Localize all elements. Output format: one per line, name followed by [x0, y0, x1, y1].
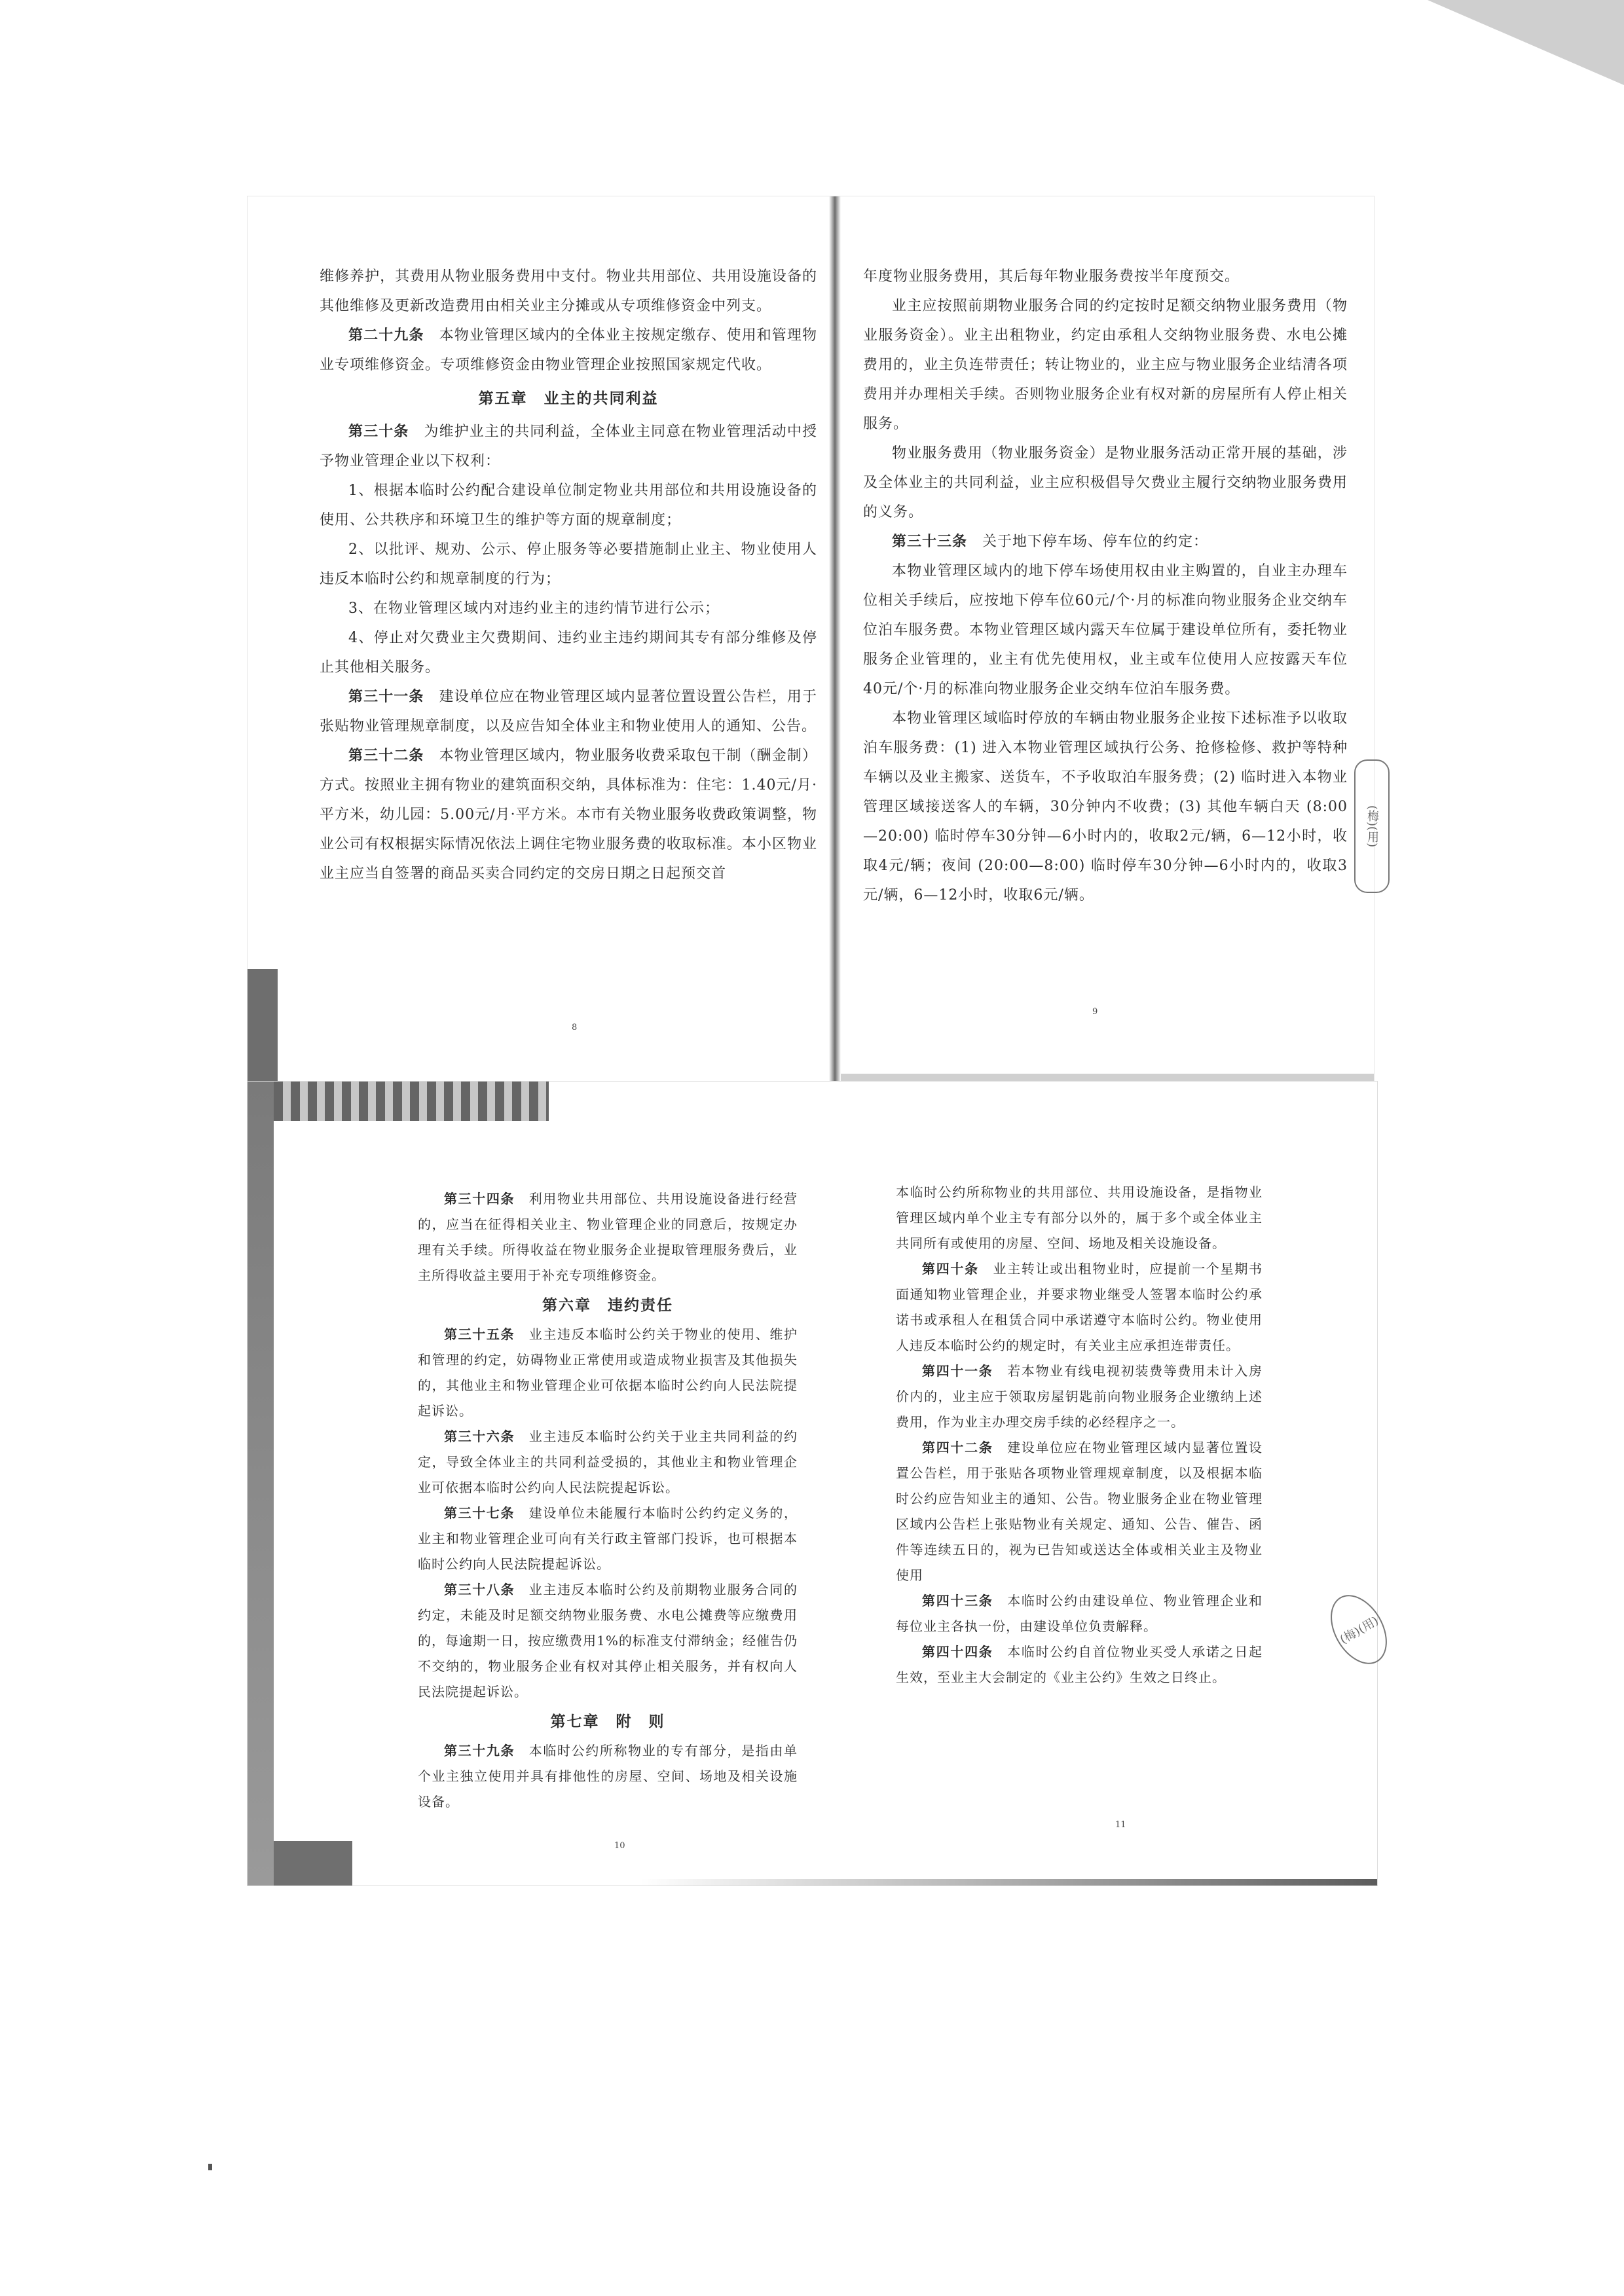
scan-shadow: [248, 969, 278, 1082]
chapter-heading: 第五章 业主的共同利益: [478, 390, 659, 407]
article-text: 物业服务费用（物业服务资金）是物业服务活动正常开展的基础，涉及全体业主的共同利益，业主应积极倡导欠费业主履行交纳物业服务费用的义务。: [863, 445, 1348, 520]
top-spread: [248, 196, 1379, 1082]
article-paragraph: [896, 1435, 1263, 1588]
article-text: 若本物业有线电视初装费等费用未计入房价内的，业主应于领取房屋钥匙前向物业服务企业缴纳上述费用，作为业主办理交房手续的必经程序之一。: [896, 1363, 1263, 1430]
article-label: 第四十条: [922, 1261, 979, 1277]
article-text: 本物业管理区域内的地下停车场使用权由业主购置的，自业主办理车位相关手续后，应按地下停车位60元/个·月的标准向物业服务企业交纳车位泊车服务费。本物业管理区域内露天车位属于建设单位所有，委托物业服务企业管理的，业主有优先使用权，业主或车位使用人应按露天车位40元/个·月的标准向物业服务企业交纳车位泊车服务费。: [863, 563, 1348, 697]
page-11: [896, 1180, 1263, 1690]
article-paragraph: [418, 1424, 798, 1501]
article-label: 第三十四条: [444, 1191, 515, 1207]
article-paragraph: [418, 1501, 798, 1577]
article-text: 维修养护，其费用从物业服务费用中支付。物业共用部位、共用设施设备的其他维修及更新改造费用由相关业主分摊或从专项维修资金中列支。: [320, 268, 817, 314]
article-label: 第三十一条: [348, 688, 424, 705]
page-fold-corner: [1428, 0, 1624, 85]
page-10: [418, 1186, 798, 1815]
article-text: 关于地下停车场、停车位的约定：: [982, 534, 1209, 550]
paragraph: [863, 439, 1348, 527]
article-paragraph: [896, 1256, 1263, 1358]
chapter-heading: 第六章 违约责任: [542, 1296, 673, 1314]
article-label: 第三十七条: [444, 1505, 515, 1521]
article-paragraph: [320, 682, 817, 741]
page-number: 9: [1092, 1007, 1098, 1017]
article-text: 4、停止对欠费业主欠费期间、违约业主违约期间其专有部分维修及停止其他相关服务。: [320, 630, 817, 676]
article-text: 建设单位未能履行本临时公约约定义务的，业主和物业管理企业可向有关行政主管部门投诉，也可根据本临时公约向人民法院提起诉讼。: [418, 1505, 798, 1572]
article-text: 本物业管理区域临时停放的车辆由物业服务企业按下述标准予以收取泊车服务费：(1) 进入本物业管理区域执行公务、抢修检修、救护等特种车辆以及业主搬家、送货车，不予收取泊车服务费；(2) 临时进入本物业管理区域接送客人的车辆，30分钟内不收费；(3) 其他车辆白天 (8:00—20:00) 临时停车30分钟—6小时内的，收取2元/辆，6—12小时，收取4元/辆；夜间 (20:00—8:00) 临时停车30分钟—6小时内的，收取3元/辆，6—12小时，收取6元/辆。: [863, 710, 1348, 903]
article-text: 建设单位应在物业管理区域内显著位置设置公告栏，用于张贴物业管理规章制度，以及应告知全体业主和物业使用人的通知、公告。: [320, 689, 817, 735]
page-8: [320, 262, 817, 888]
scan-edge: [640, 1879, 1377, 1886]
article-text: 利用物业共用部位、共用设施设备进行经营的，应当在征得相关业主、物业管理企业的同意后，按规定办理有关手续。所得收益在物业服务企业提取管理服务费后，业主所得收益主要用于补充专项维修资金。: [418, 1191, 798, 1283]
article-text: 本物业管理区域内的全体业主按规定缴存、使用和管理物业专项维修资金。专项维修资金由物业管理企业按照国家规定代收。: [320, 327, 817, 373]
scan-band: [841, 1074, 1374, 1082]
article-text: 本临时公约所称物业的专有部分，是指由单个业主独立使用并具有排他性的房屋、空间、场地及相关设施设备。: [418, 1743, 798, 1810]
scan-shadow: [248, 1082, 274, 1886]
article-label: 第四十三条: [922, 1593, 993, 1609]
side-stamp: (梅)(用): [1319, 1585, 1398, 1674]
article-text: 本临时公约由建设单位、物业管理企业和每位业主各执一份，由建设单位负责解释。: [896, 1593, 1263, 1634]
article-label: 第三十六条: [444, 1429, 515, 1444]
article-text: 年度物业服务费用，其后每年物业服务费按半年度预交。: [863, 268, 1240, 285]
article-text: 3、在物业管理区域内对违约业主的违约情节进行公示；: [348, 600, 720, 617]
scan-shadow: [274, 1841, 352, 1886]
article-text: 本临时公约自首位物业买受人承诺之日起生效，至业主大会制定的《业主公约》生效之日终止。: [896, 1644, 1263, 1685]
article-label: 第二十九条: [348, 327, 424, 344]
article-label: 第三十五条: [444, 1326, 515, 1342]
article-label: 第三十三条: [892, 533, 968, 550]
book-gutter: [829, 196, 841, 1082]
article-paragraph: [863, 527, 1348, 556]
article-label: 第四十二条: [922, 1440, 993, 1455]
article-paragraph: [418, 1186, 798, 1288]
article-paragraph: [896, 1588, 1263, 1639]
article-paragraph: [418, 1322, 798, 1424]
paragraph: [863, 291, 1348, 439]
article-paragraph: [320, 321, 817, 380]
article-paragraph: [418, 1577, 798, 1705]
paragraph: [863, 556, 1348, 704]
article-paragraph: [320, 417, 817, 476]
article-text: 本物业管理区域内，物业服务收费采取包干制（酬金制）方式。按照业主拥有物业的建筑面积交纳，具体标准为：住宅：1.40元/月·平方米，幼儿园：5.00元/月·平方米。本市有关物业服务收费政策调整，物业公司有权根据实际情况依法上调住宅物业服务费的收取标准。本小区物业业主应当自签署的商品买卖合同约定的交房日期之日起预交首: [320, 748, 817, 882]
paragraph: [896, 1180, 1263, 1256]
spiral-binding: [274, 1082, 549, 1121]
bottom-spread: [248, 1082, 1381, 1886]
article-paragraph: [896, 1639, 1263, 1690]
article-text: 本临时公约所称物业的共用部位、共用设施设备，是指物业管理区域内单个业主专有部分以外的，属于多个或全体业主共同所有或使用的房屋、空间、场地及相关设施设备。: [896, 1184, 1263, 1251]
article-paragraph: [320, 741, 817, 888]
paragraph: [320, 262, 817, 321]
article-paragraph: [896, 1358, 1263, 1435]
article-label: 第三十条: [348, 423, 409, 440]
page-9: [863, 262, 1348, 910]
article-label: 第三十九条: [444, 1743, 515, 1758]
paragraph: [320, 594, 817, 623]
article-text: 业主违反本临时公约及前期物业服务合同的约定，未能及时足额交纳物业服务费、水电公摊费等应缴费用的，每逾期一日，按应缴费用1%的标准支付滞纳金；经催告仍不交纳的，物业服务企业有权对其停止相关服务，并有权向人民法院提起诉讼。: [418, 1582, 798, 1700]
paragraph: [863, 262, 1348, 291]
article-label: 第四十一条: [922, 1363, 993, 1379]
paragraph: [320, 623, 817, 682]
paragraph: [320, 535, 817, 594]
paragraph: [863, 704, 1348, 910]
article-text: 为维护业主的共同利益，全体业主同意在物业管理活动中授予物业管理企业以下权利：: [320, 424, 817, 469]
article-label: 第三十二条: [348, 747, 424, 764]
side-stamp: (梅)(用): [1354, 759, 1390, 893]
article-text: 业主转让或出租物业时，应提前一个星期书面通知物业管理企业，并要求物业继受人签署本临时公约承诺书或承租人在租赁合同中承诺遵守本临时公约。物业使用人违反本临时公约的规定时，有关业主应承担连带责任。: [896, 1261, 1263, 1353]
article-text: 1、根据本临时公约配合建设单位制定物业共用部位和共用设施设备的使用、公共秩序和环境卫生的维护等方面的规章制度；: [320, 483, 817, 528]
article-text: 2、以批评、规劝、公示、停止服务等必要措施制止业主、物业使用人违反本临时公约和规章制度的行为；: [320, 541, 817, 587]
article-text: 建设单位应在物业管理区域内显著位置设置公告栏，用于张贴各项物业管理规章制度，以及根据本临时公约应告知业主的通知、公告。物业服务企业在物业管理区域内公告栏上张贴物业有关规定、通知、公告、催告、函件等连续五日的，视为已告知或送达全体或相关业主及物业使用: [896, 1440, 1263, 1583]
scan-speck: [208, 2164, 212, 2170]
article-label: 第三十八条: [444, 1582, 515, 1597]
page-number: 10: [614, 1841, 625, 1851]
paragraph: [320, 476, 817, 535]
article-paragraph: [418, 1738, 798, 1815]
chapter-heading: 第七章 附 则: [550, 1713, 665, 1730]
article-label: 第四十四条: [922, 1644, 993, 1660]
article-text: 业主应按照前期物业服务合同的约定按时足额交纳物业服务费用（物业服务资金）。业主出租物业，约定由承租人交纳物业服务费、水电公摊费用的，业主负连带责任；转让物业的，业主应与物业服务企业结清各项费用并办理相关手续。否则物业服务企业有权对新的房屋所有人停止相关服务。: [863, 298, 1348, 432]
article-text: 业主违反本临时公约关于物业的使用、维护和管理的约定，妨碍物业正常使用或造成物业损害及其他损失的，其他业主和物业管理企业可依据本临时公约向人民法院提起诉讼。: [418, 1326, 798, 1419]
page-number: 8: [572, 1023, 578, 1032]
article-text: 业主违反本临时公约关于业主共同利益的约定，导致全体业主的共同利益受损的，其他业主和物业管理企业可依据本临时公约向人民法院提起诉讼。: [418, 1429, 798, 1495]
page-number: 11: [1115, 1820, 1126, 1830]
